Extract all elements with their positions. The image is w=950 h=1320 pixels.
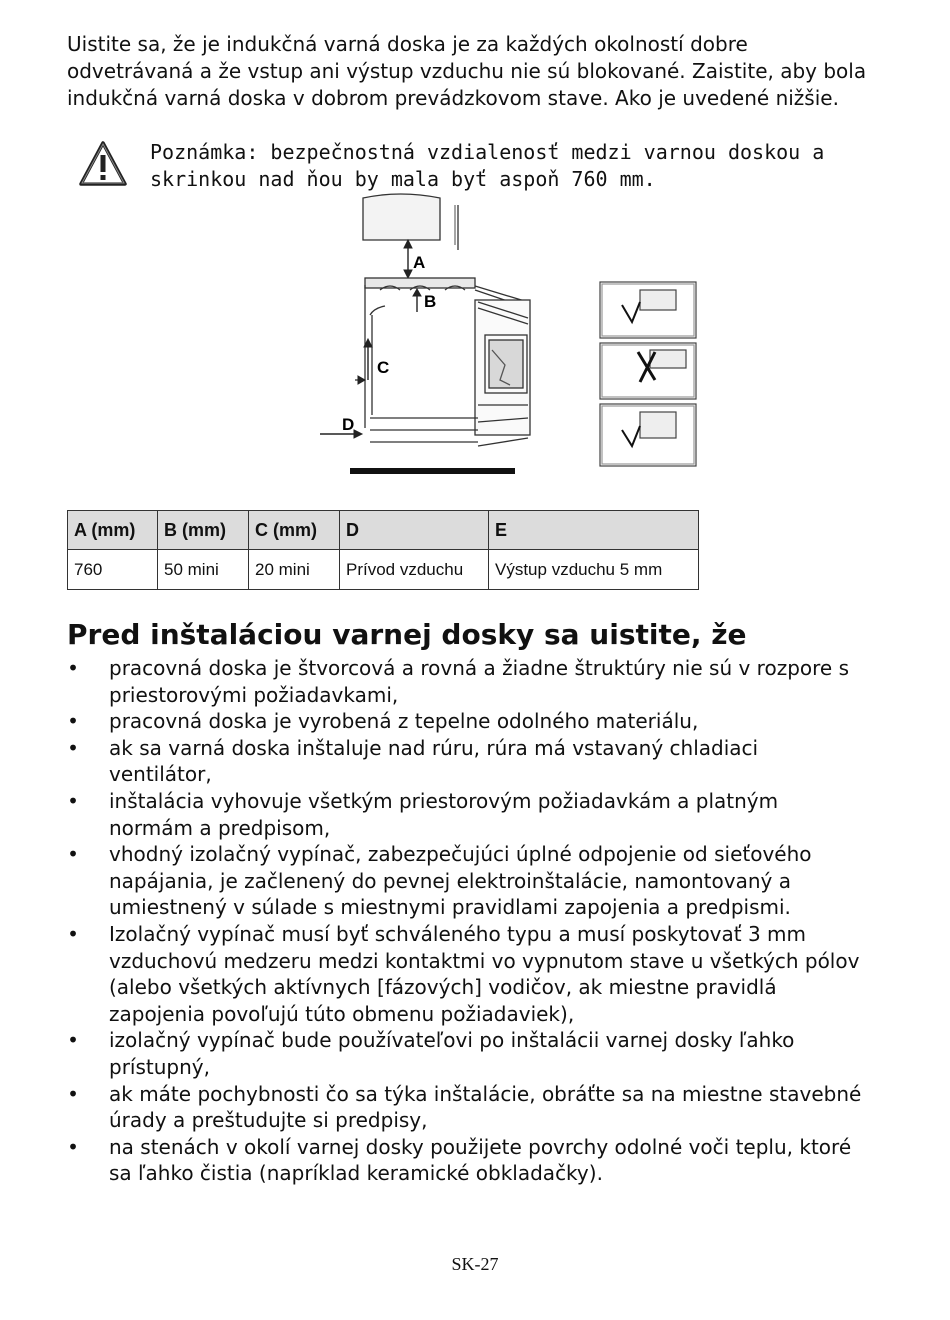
bullet: •: [67, 921, 79, 946]
list-item: [67, 841, 867, 921]
list-item-text: vhodný izolačný vypínač, zabezpečujúci úplné odpojenie od sieťového napájania, je začlenený do pevnej elektroinštalácie, namontovaný a umiestnený v súlade s miestnymi pravidlami zapojenia a predpismi.: [109, 842, 812, 920]
dimension-b-arrow: [413, 289, 421, 312]
list-item: [67, 1081, 867, 1134]
dimensions-table: [67, 510, 699, 590]
header-e: E: [489, 511, 699, 550]
header-c: C (mm): [249, 511, 340, 550]
detail-panel-1: [600, 282, 696, 338]
list-item: [67, 735, 867, 788]
header-b: B (mm): [158, 511, 249, 550]
installation-diagram: [310, 190, 710, 480]
upper-cabinet: [363, 194, 458, 250]
bullet: •: [67, 735, 79, 760]
warning-triangle-icon: [78, 140, 128, 188]
header-d: D: [340, 511, 489, 550]
list-item-text: inštalácia vyhovuje všetkým priestorovým požiadavkám a platným normám a predpisom,: [109, 788, 779, 840]
list-item-text: pracovná doska je vyrobená z tepelne odolného materiálu,: [109, 709, 699, 734]
bullet: •: [67, 1081, 79, 1106]
header-a: A (mm): [68, 511, 158, 550]
safety-note: Poznámka: bezpečnostná vzdialenosť medzi varnou doskou a skrinkou nad ňou by mala byť aspoň 760 mm.: [150, 140, 825, 191]
label-d: D: [342, 415, 355, 434]
bullet: •: [67, 1134, 79, 1159]
table-row: [68, 550, 699, 590]
label-b: B: [424, 292, 437, 311]
dimension-d-arrow: [320, 430, 362, 438]
detail-panel-3: [600, 404, 696, 466]
list-item-text: ak máte pochybnosti čo sa týka inštalácie, obráťte sa na miestne stavebné úrady a preštudujte si predpisy,: [109, 1081, 862, 1133]
cell-b: 50 mini: [158, 550, 249, 590]
base-cabinet: [365, 285, 530, 446]
list-item-text: ak sa varná doska inštaluje nad rúru, rúra má vstavaný chladiaci ventilátor,: [109, 735, 759, 787]
cell-c: 20 mini: [249, 550, 340, 590]
bullet: •: [67, 656, 79, 680]
list-item-text: izolačný vypínač bude používateľovi po inštalácii varnej dosky ľahko prístupný,: [109, 1028, 795, 1079]
cell-d: Prívod vzduchu: [340, 550, 489, 590]
cell-e: Výstup vzduchu 5 mm: [489, 550, 699, 590]
list-item: [67, 1027, 867, 1080]
dimension-c-arrow: [355, 339, 372, 384]
bullet: •: [67, 788, 79, 813]
list-item-text: pracovná doska je štvorcová a rovná a žiadne štruktúry nie sú v rozpore s priestorovými požiadavkami,: [109, 656, 849, 707]
list-item-text: na stenách v okolí varnej dosky použijete povrchy odolné voči teplu, ktoré sa ľahko čistia (napríklad keramické obkladačky).: [109, 1134, 852, 1186]
list-item: [67, 788, 867, 841]
label-a: A: [413, 253, 426, 272]
detail-panel-2: [600, 343, 696, 399]
list-item: [67, 708, 867, 735]
page-number: SK-27: [451, 1254, 499, 1274]
requirements-list: [67, 655, 867, 1187]
list-item-text: Izolačný vypínač musí byť schváleného typu a musí poskytovať 3 mm vzduchovú medzeru medzi kontaktmi vo vypnutom stave u všetkých pólov (alebo všetkých aktívnych [fázových] vodičov, ak miestne pravidlá zapojenia povoľujú túto obmenu požiadaviek),: [109, 921, 860, 1026]
list-item: [67, 921, 867, 1027]
section-title: Pred inštaláciou varnej dosky sa uistite, že: [67, 618, 747, 651]
list-item: [67, 1134, 867, 1187]
cell-a: 760: [68, 550, 158, 590]
table-header-row: [68, 511, 699, 550]
bullet: •: [67, 709, 79, 734]
label-c: C: [377, 358, 390, 377]
bullet: •: [67, 842, 79, 867]
bullet: •: [67, 1028, 79, 1053]
floor-line: [350, 468, 515, 474]
intro-paragraph: Uistite sa, že je indukčná varná doska je za každých okolností dobre odvetrávaná a že vstup ani výstup vzduchu nie sú blokované. Zaistite, aby bola indukčná varná doska v dobrom prevádzkovom stave. Ako je uvedené nižšie.: [67, 32, 867, 110]
dimension-a-arrow: [404, 240, 412, 278]
list-item: [67, 655, 867, 708]
